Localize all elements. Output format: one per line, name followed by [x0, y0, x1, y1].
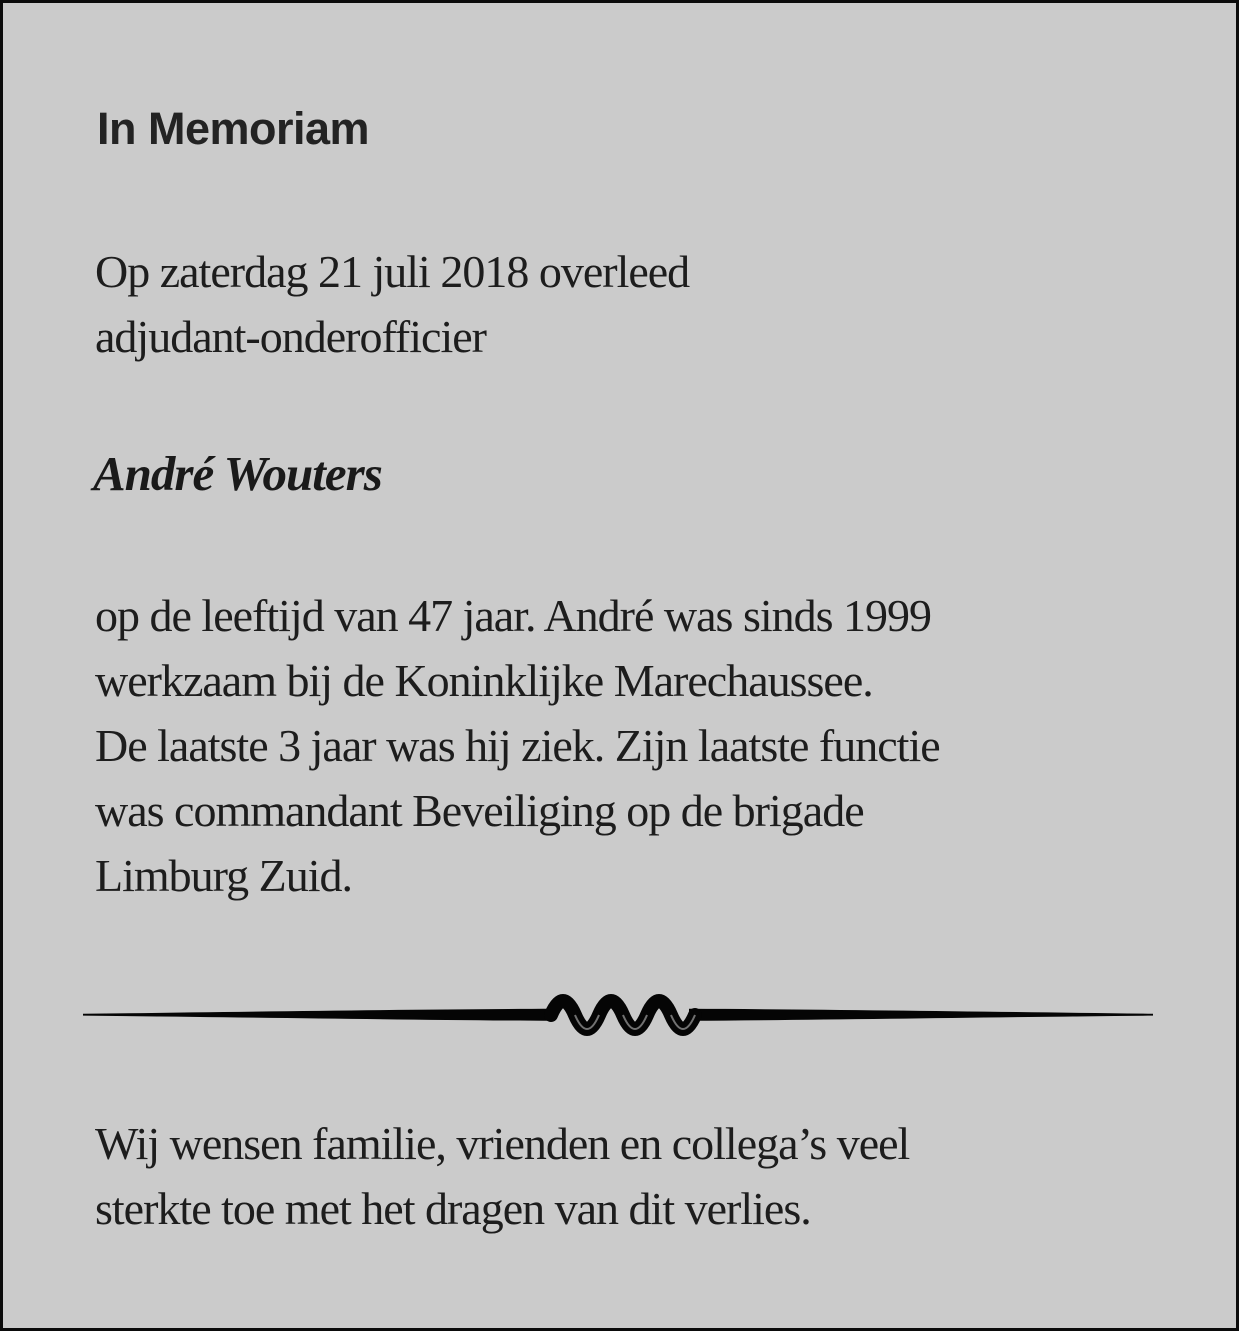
details-line: op de leeftijd van 47 jaar. André was sinds 1999 [95, 590, 932, 641]
section-divider [83, 979, 1153, 1051]
page-title: In Memoriam [97, 103, 370, 154]
details-line: Limburg Zuid. [95, 850, 353, 901]
details-line: De laatste 3 jaar was hij ziek. Zijn laatste functie [95, 720, 940, 771]
condolence-paragraph [95, 1111, 1196, 1241]
condolence-line: Wij wensen familie, vrienden en collega’s veel [95, 1118, 910, 1169]
intro-line: Op zaterdag 21 juli 2018 overleed [95, 246, 690, 297]
intro-paragraph [95, 239, 1196, 369]
details-line: was commandant Beveiliging op de brigade [95, 785, 864, 836]
deceased-name: André Wouters [93, 446, 382, 501]
intro-line: adjudant-onderofficier [95, 311, 486, 362]
condolence-line: sterkte toe met het dragen van dit verlies. [95, 1183, 811, 1234]
details-line: werkzaam bij de Koninklijke Marechaussee. [95, 655, 873, 706]
details-paragraph [95, 583, 1196, 908]
rope-twist-divider-icon [83, 979, 1153, 1051]
